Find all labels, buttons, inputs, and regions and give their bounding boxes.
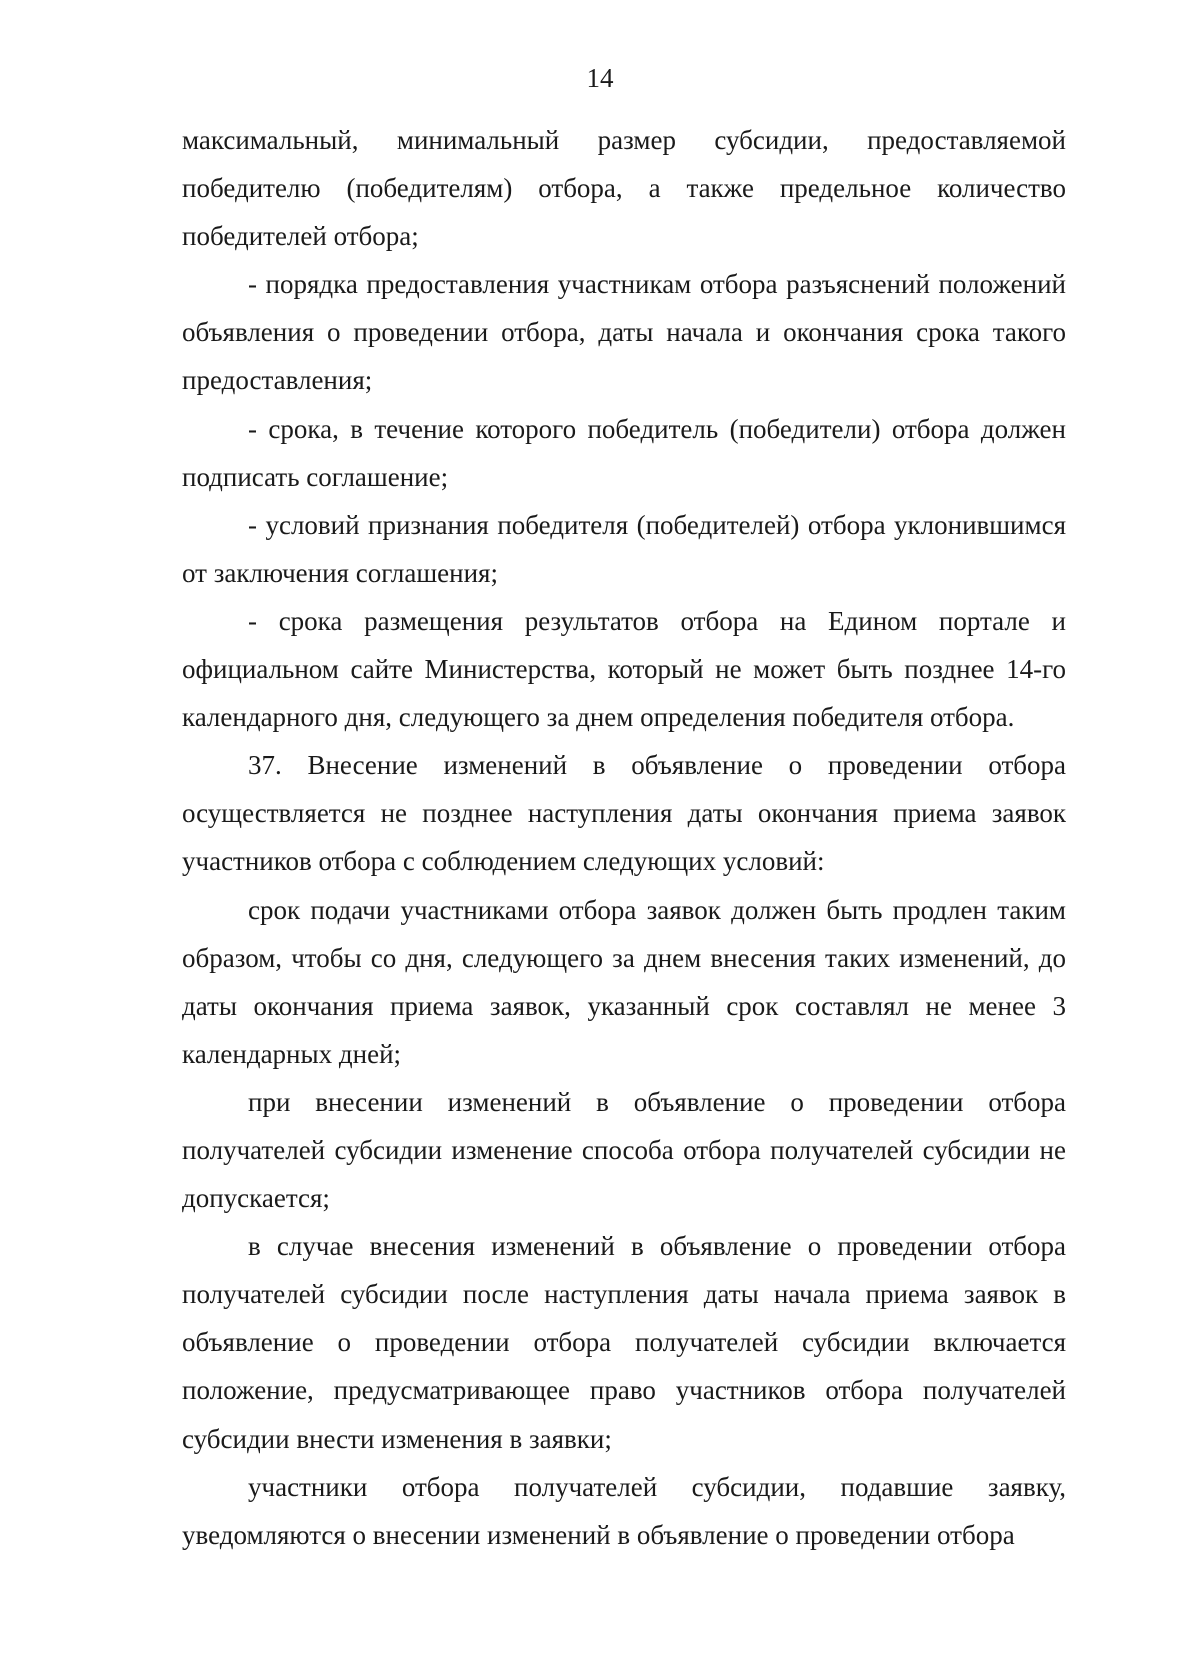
- document-body: [182, 116, 1066, 1559]
- page-number: 14: [586, 63, 614, 93]
- paragraph-application-changes: в случае внесения изменений в объявление о проведении отбора получателей субсидии после наступления даты начала приема заявок в объявление о проведении отбора получателей субсидии включается положение, предусматривающее право участников отбора получателей субсидии внести изменения в заявки;: [182, 1231, 1066, 1454]
- paragraph-prize-size: максимальный, минимальный размер субсидии, предоставляемой победителю (победителям) отбора, а также предельное количество победителей отбора;: [182, 125, 1066, 252]
- paragraph-item-37: 37. Внесение изменений в объявление о проведении отбора осуществляется не позднее наступления даты окончания приема заявок участников отбора с соблюдением следующих условий:: [182, 750, 1066, 877]
- paragraph-evasion-conditions: - условий признания победителя (победителей) отбора уклонившимся от заключения соглашения;: [182, 509, 1066, 588]
- paragraph-results-publication: - срока размещения результатов отбора на Едином портале и официальном сайте Министерства, который не может быть позднее 14-го календарного дня, следующего за днем определения победителя отбора.: [182, 605, 1066, 733]
- paragraph-clarifications: - порядка предоставления участникам отбора разъяснений положений объявления о проведении отбора, даты начала и окончания срока такого предоставления;: [182, 269, 1066, 396]
- paragraph-agreement-deadline: - срока, в течение которого победитель (победители) отбора должен подписать соглашение;: [182, 413, 1066, 492]
- paragraph-participant-notice: участники отбора получателей субсидии, подавшие заявку, уведомляются о внесении изменений в объявление о проведении отбора: [182, 1471, 1066, 1550]
- paragraph-method-change: при внесении изменений в объявление о проведении отбора получателей субсидии изменение способа отбора получателей субсидии не допускается;: [182, 1086, 1066, 1214]
- paragraph-term-extension: срок подачи участниками отбора заявок должен быть продлен таким образом, чтобы со дня, следующего за днем внесения таких изменений, до даты окончания приема заявок, указанный срок составлял не менее 3 календарных дней;: [182, 894, 1066, 1069]
